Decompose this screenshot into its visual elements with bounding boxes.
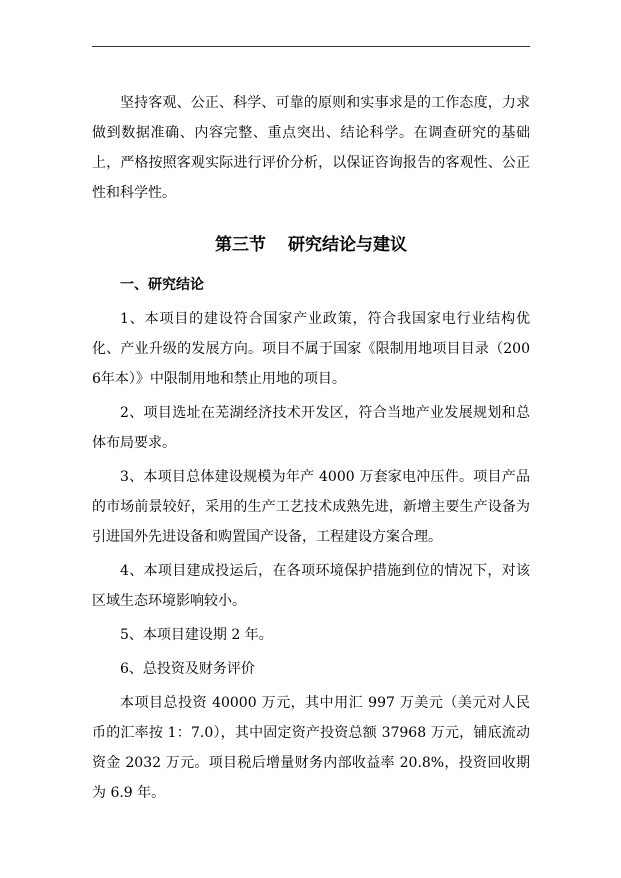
subsection-heading: 一、研究结论: [120, 277, 204, 293]
document-body: [92, 88, 530, 808]
intro-block: [92, 88, 530, 208]
conclusion-item-4: 4、本项目建成投运后，在各项环境保护措施到位的情况下，对该区域生态环境影响较小。: [92, 563, 530, 609]
section-heading: [92, 230, 530, 260]
conclusion-item-5: 5、本项目建设期 2 年。: [120, 627, 273, 643]
conclusion-item-6: 6、总投资及财务评价: [120, 661, 255, 677]
conclusion-item-3: 3、本项目总体建设规模为年产 4000 万套家电冲压件。项目产品的市场前景较好，采用的生产工艺技术成熟先进，新增主要生产设备为引进国外先进设备和购置国产设备，工程建设方案合理。: [92, 469, 530, 545]
finance-paragraph: 本项目总投资 40000 万元，其中用汇 997 万美元（美元对人民币的汇率按 1：7.0），其中固定资产投资总额 37968 万元，铺底流动资金 2032 万元。项目税后增量财务内部收益率 20.8%，投资回收期为 6.9 年。: [92, 695, 530, 801]
conclusion-item-1: 1、本项目的建设符合国家产业政策，符合我国家电行业结构优化、产业升级的发展方向。项目不属于国家《限制用地项目目录（2006年本）》中限制用地和禁止用地的项目。: [92, 311, 530, 387]
conclusion-item-2: 2、项目选址在芜湖经济技术开发区，符合当地产业发展规划和总体布局要求。: [92, 405, 530, 451]
intro-paragraph: 坚持客观、公正、科学、可靠的原则和实事求是的工作态度，力求做到数据准确、内容完整、重点突出、结论科学。在调查研究的基础上，严格按照客观实际进行评价分析，以保证咨询报告的客观性、公正性和科学性。: [92, 95, 530, 201]
section-title: 研究结论与建议: [288, 235, 407, 255]
header-rule: [92, 46, 530, 47]
section-number: 第三节: [215, 235, 266, 255]
